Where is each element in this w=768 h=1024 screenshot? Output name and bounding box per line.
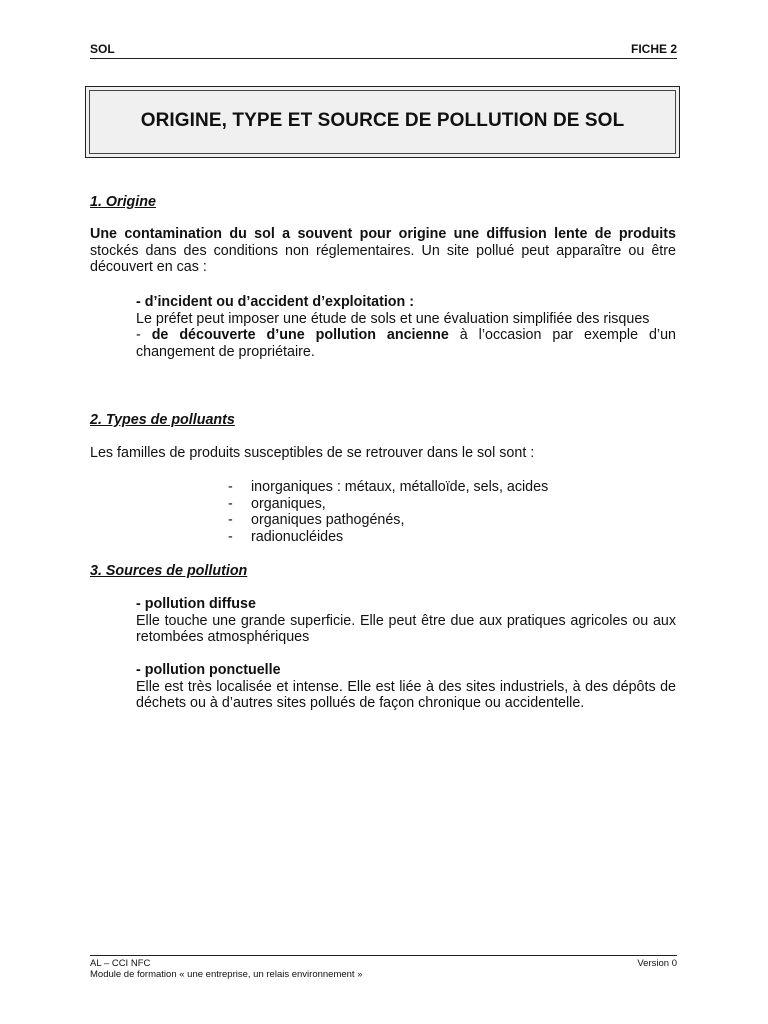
pollution-diffuse-text: Elle touche une grande superficie. Elle peut être due aux pratiques agricoles ou aux retombées atmosphériques (136, 612, 676, 645)
page-header (90, 42, 677, 59)
section-1-intro-rest: stockés dans des conditions non réglementaires. Un site pollué peut apparaître ou être découvert en cas : (90, 242, 676, 275)
list-item: - radionucléides (228, 528, 344, 545)
footer-author: AL – CCI NFC (90, 958, 151, 969)
section-1-heading: 1. Origine (90, 194, 156, 210)
title-box (85, 86, 680, 158)
header-right-label: FICHE 2 (630, 42, 677, 56)
footer-module: Module de formation « une entreprise, un relais environnement » (90, 969, 363, 980)
header-left-label: SOL (90, 42, 115, 56)
section-1-cases (136, 294, 676, 360)
pollution-diffuse (136, 596, 676, 646)
case-2 (136, 327, 676, 360)
section-2-heading: 2. Types de polluants (90, 412, 235, 428)
section-1-intro-bold: Une contamination du sol a souvent pour origine une diffusion lente de produits (90, 226, 676, 242)
section-3-heading: 3. Sources de pollution (90, 563, 248, 579)
list-item: - organiques pathogénés, (228, 512, 405, 528)
case-2-prefix: - (136, 327, 152, 343)
pollution-ponctuelle (136, 662, 676, 712)
pollutant-list (228, 479, 548, 545)
section-1-intro (90, 226, 676, 276)
pollution-ponctuelle-heading: - pollution ponctuelle (136, 662, 281, 678)
case-2-rest: à l’occasion par exemple d’un changement de propriétaire. (136, 327, 677, 360)
pollution-diffuse-heading: - pollution diffuse (136, 596, 256, 612)
list-item: - inorganiques : métaux, métalloïde, sels, acides (228, 479, 549, 495)
section-2-intro: Les familles de produits susceptibles de se retrouver dans le sol sont : (90, 445, 535, 461)
case-2-bold: de découverte d’une pollution ancienne (151, 327, 449, 343)
footer-version: Version 0 (637, 958, 677, 969)
page-title: ORIGINE, TYPE ET SOURCE DE POLLUTION DE SOL (140, 110, 625, 131)
case-1-heading: - d’incident ou d’accident d’exploitation : (136, 294, 415, 310)
case-1-text: Le préfet peut imposer une étude de sols et une évaluation simplifiée des risques (136, 310, 650, 327)
page-footer (90, 955, 677, 980)
pollution-ponctuelle-text: Elle est très localisée et intense. Elle est liée à des sites industriels, à des dépôts de déchets ou à d’autres sites pollués de façon chronique ou accidentelle. (136, 678, 676, 711)
list-item: - organiques, (228, 495, 326, 512)
